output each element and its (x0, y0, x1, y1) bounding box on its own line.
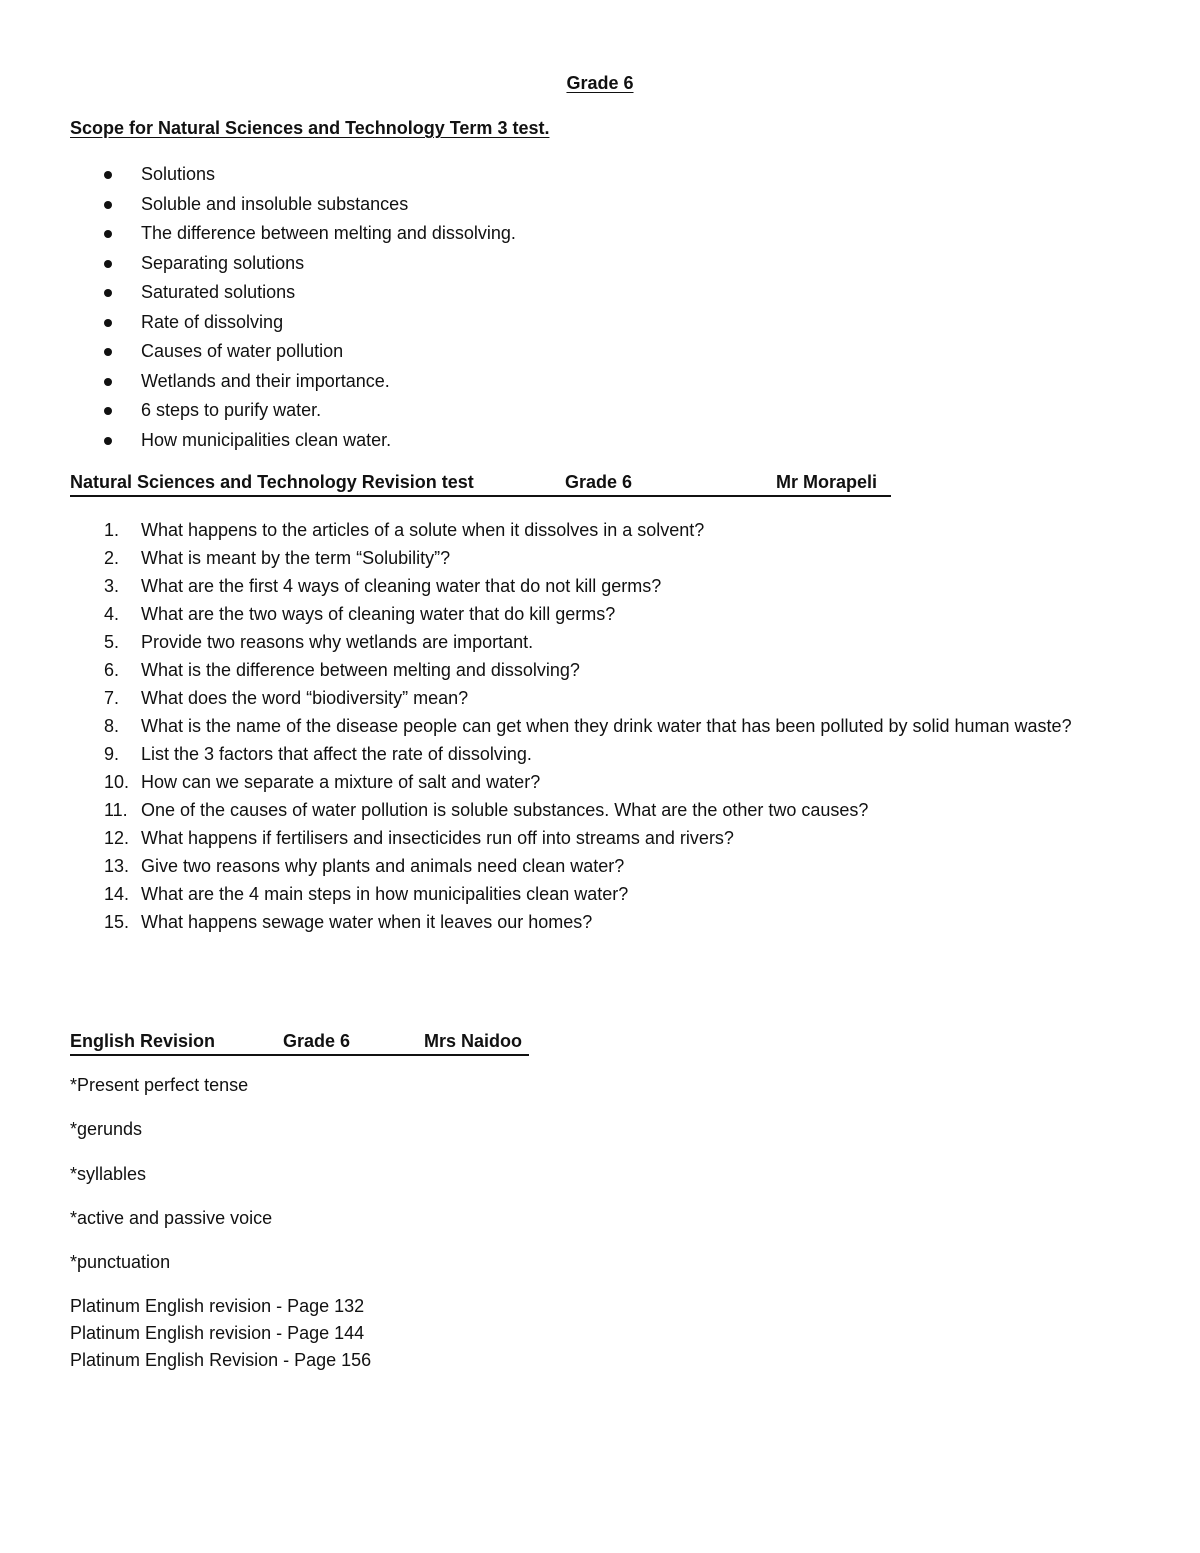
question-text: What are the 4 main steps in how municipalities clean water? (141, 884, 629, 904)
question-text: List the 3 factors that affect the rate of dissolving. (141, 744, 532, 764)
bullet-icon (104, 171, 112, 179)
question-number: 5. (104, 632, 120, 652)
revision-test-teacher: Mr Morapeli (776, 472, 878, 492)
heading-underline (70, 495, 891, 497)
list-item-text: 6 steps to purify water. (141, 400, 322, 420)
list-item-text: Wetlands and their importance. (141, 370, 390, 391)
question-item (70, 628, 1130, 656)
bullet-icon (104, 348, 112, 356)
bullet-icon (104, 437, 112, 445)
platinum-reference: Platinum English revision - Page 132 (70, 1296, 365, 1316)
question-item (70, 572, 1130, 600)
question-item (70, 684, 1130, 712)
platinum-reference: Platinum English revision - Page 144 (70, 1323, 365, 1343)
revision-test-title: Natural Sciences and Technology Revision test (70, 472, 474, 492)
platinum-reference: Platinum English Revision - Page 156 (70, 1350, 372, 1370)
bullet-icon (104, 289, 112, 297)
list-item (70, 310, 516, 340)
scope-heading: Scope for Natural Sciences and Technology Term 3 test. (70, 118, 550, 138)
list-item (70, 398, 516, 428)
list-item-text: Solutions (141, 164, 216, 184)
question-number: 14. (104, 884, 130, 904)
question-number: 15. (104, 912, 130, 932)
list-item-text: Rate of dissolving (141, 311, 284, 332)
document-title: Grade 6 (566, 73, 634, 93)
english-topic: *active and passive voice (70, 1208, 273, 1228)
question-text: Give two reasons why plants and animals need clean water? (141, 856, 625, 876)
bullet-icon (104, 260, 112, 268)
question-text: What is the name of the disease people can get when they drink water that has been polluted by solid human waste? (141, 716, 1072, 736)
list-item (70, 280, 516, 310)
question-item (70, 516, 1130, 544)
list-item (70, 192, 516, 222)
question-item (70, 544, 1130, 572)
question-item (70, 768, 1130, 796)
question-number: 10. (104, 772, 130, 792)
list-item-text: Soluble and insoluble substances (141, 193, 409, 214)
question-number: 13. (104, 856, 130, 876)
question-text: What does the word “biodiversity” mean? (141, 688, 469, 708)
question-number: 6. (104, 660, 120, 680)
list-item (70, 251, 516, 281)
question-text: What are the first 4 ways of cleaning water that do not kill germs? (141, 576, 662, 596)
question-list (70, 516, 1130, 936)
bullet-icon (104, 378, 112, 386)
question-item (70, 712, 1130, 740)
list-item-text: Causes of water pollution (141, 341, 344, 361)
list-item-text: How municipalities clean water. (141, 429, 392, 450)
bullet-icon (104, 201, 112, 209)
heading-underline (70, 1054, 529, 1056)
question-text: What is the difference between melting and dissolving? (141, 660, 580, 680)
question-text: What happens to the articles of a solute when it dissolves in a solvent? (141, 520, 705, 540)
question-number: 1. (104, 520, 120, 540)
revision-test-grade: Grade 6 (565, 472, 633, 492)
question-number: 7. (104, 688, 120, 708)
question-text: How can we separate a mixture of salt and water? (141, 772, 541, 792)
question-item (70, 880, 1130, 908)
list-item (70, 428, 516, 458)
english-topic: *gerunds (70, 1119, 143, 1139)
english-revision-grade: Grade 6 (283, 1031, 351, 1051)
question-text: Provide two reasons why wetlands are important. (141, 632, 534, 652)
question-item (70, 852, 1130, 880)
question-number: 8. (104, 716, 120, 736)
question-number: 2. (104, 548, 120, 568)
question-text: What happens if fertilisers and insecticides run off into streams and rivers? (141, 828, 734, 848)
question-number: 9. (104, 744, 120, 764)
list-item (70, 339, 516, 369)
list-item-text: Saturated solutions (141, 282, 296, 302)
english-revision-teacher: Mrs Naidoo (424, 1031, 523, 1051)
question-number: 12. (104, 828, 130, 848)
question-number: 3. (104, 576, 120, 596)
bullet-icon (104, 230, 112, 238)
question-text: What happens sewage water when it leaves our homes? (141, 912, 593, 932)
question-item (70, 824, 1130, 852)
bullet-icon (104, 319, 112, 327)
question-item (70, 908, 1130, 936)
english-topic: *Present perfect tense (70, 1075, 249, 1095)
scope-list (70, 162, 516, 457)
list-item-text: Separating solutions (141, 252, 305, 273)
question-text: What is meant by the term “Solubility”? (141, 548, 451, 568)
question-item (70, 796, 1130, 824)
question-text: One of the causes of water pollution is soluble substances. What are the other two causes? (141, 800, 869, 820)
english-revision-title: English Revision (70, 1031, 216, 1051)
bullet-icon (104, 407, 112, 415)
list-item (70, 162, 516, 192)
question-item (70, 740, 1130, 768)
list-item (70, 369, 516, 399)
question-item (70, 600, 1130, 628)
english-topic: *syllables (70, 1164, 147, 1184)
question-item (70, 656, 1130, 684)
list-item-text: The difference between melting and dissolving. (141, 223, 516, 243)
question-number: 11. (104, 800, 128, 820)
question-text: What are the two ways of cleaning water that do kill germs? (141, 604, 616, 624)
english-topic: *punctuation (70, 1252, 171, 1272)
list-item (70, 221, 516, 251)
question-number: 4. (104, 604, 120, 624)
